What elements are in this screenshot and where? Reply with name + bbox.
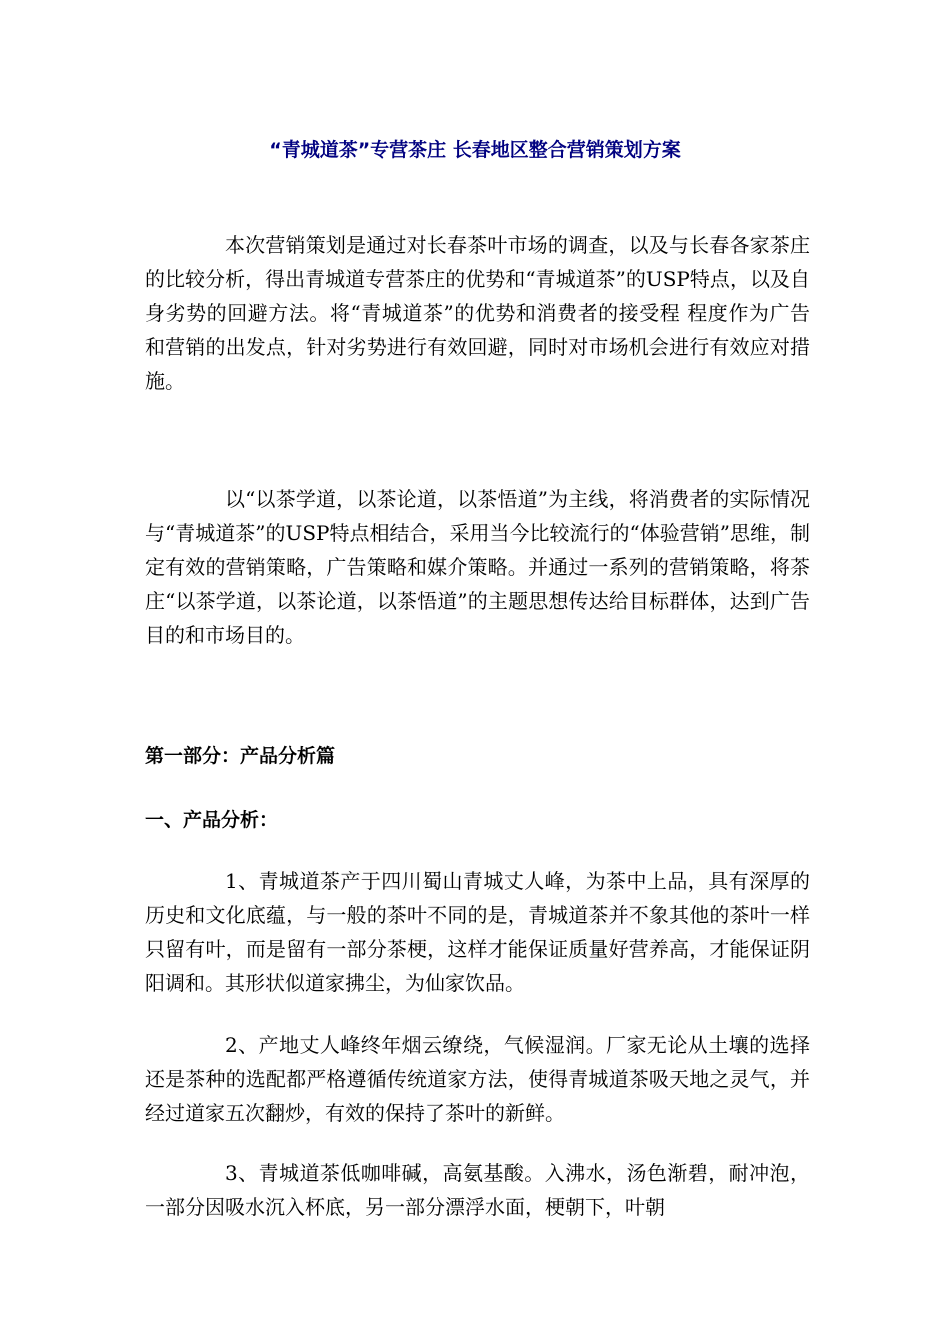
part-heading: 第一部分：产品分析篇 bbox=[145, 745, 336, 767]
intro-paragraph-2: 以“以茶学道，以茶论道，以茶悟道”为主线，将消费者的实际情况与“青城道茶”的USP特点相结合，采用当今比较流行的“体验营销”思维，制定有效的营销策略，广告策略和媒介策略。并通过一系列的营销策略，将茶庄“以茶学道，以茶论道，以茶悟道”的主题思想传达给目标群体，达到广告目的和市场目的。 bbox=[145, 487, 810, 647]
section-paragraph-2: 2、产地丈人峰终年烟云缭绕，气候湿润。厂家无论从土壤的选择还是茶种的选配都严格遵循传统道家方法，使得青城道茶吸天地之灵气，并经过道家五次翻炒，有效的保持了茶叶的新鲜。 bbox=[145, 1033, 810, 1125]
section-paragraph-1: 1、青城道茶产于四川蜀山青城丈人峰，为茶中上品，具有深厚的历史和文化底蕴，与一般的茶叶不同的是，青城道茶并不象其他的茶叶一样只留有叶，而是留有一部分茶梗，这样才能保证质量好营养高，才能保证阴阳调和。其形状似道家拂尘，为仙家饮品。 bbox=[145, 869, 810, 995]
section-paragraph-3: 3、青城道茶低咖啡碱，高氨基酸。入沸水，汤色渐碧，耐冲泡，一部分因吸水沉入杯底，另一部分漂浮水面，梗朝下，叶朝 bbox=[145, 1161, 810, 1219]
section-heading: 一、产品分析： bbox=[145, 809, 279, 831]
document-title: “青城道茶”专营茶庄 长春地区整合营销策划方案 bbox=[269, 139, 681, 161]
intro-paragraph-1: 本次营销策划是通过对长春茶叶市场的调查，以及与长春各家茶庄的比较分析，得出青城道专营茶庄的优势和“青城道茶”的USP特点，以及自身劣势的回避方法。将“青城道茶”的优势和消费者的接受程 程度作为广告和营销的出发点，针对劣势进行有效回避，同时对市场机会进行有效应对措施。 bbox=[145, 233, 810, 393]
